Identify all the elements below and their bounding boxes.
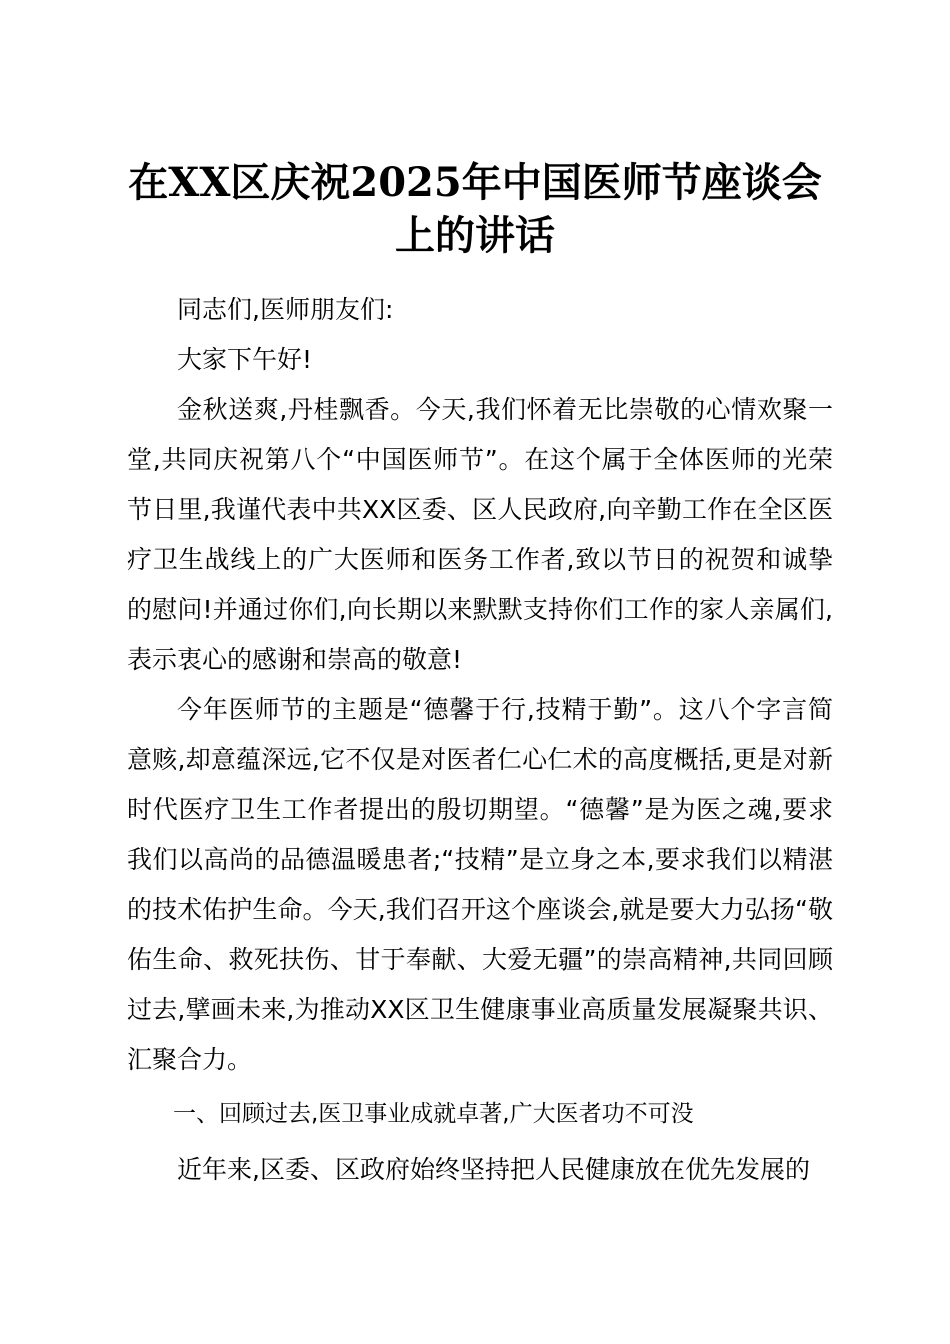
greeting: 大家下午好!: [177, 345, 313, 374]
paragraph-2: 今年医师节的主题是“德馨于行,技精于勤”。这八个字言简意赅,却意蕴深远,它不仅是对医者仁心仁术的高度概括,更是对新时代医疗卫生工作者提出的殷切期望。“德馨”是为医之魂,要求我们以高尚的品德温暖患者;“技精”是立身之本,要求我们以精湛的技术佑护生命。今天,我们召开这个座谈会,就是要大力弘扬“敬佑生命、救死扶伤、甘于奉献、大爱无疆”的崇高精神,共同回顾过去,擘画未来,为推动XX区卫生健康事业高质量发展凝聚共识、汇聚合力。: [127, 695, 833, 1074]
document-body: [127, 285, 833, 1195]
salutation: 同志们,医师朋友们:: [177, 295, 394, 324]
document-title: 在XX区庆祝2025年中国医师节座谈会上的讲话: [128, 159, 822, 259]
paragraph-1: 金秋送爽,丹桂飘香。今天,我们怀着无比崇敬的心情欢聚一堂,共同庆祝第八个“中国医师节”。在这个属于全体医师的光荣节日里,我谨代表中共XX区委、区人民政府,向辛勤工作在全区医疗卫生战线上的广大医师和医务工作者,致以节日的祝贺和诚挚的慰问!并通过你们,向长期以来默默支持你们工作的家人亲属们,表示衷心的感谢和崇高的敬意!: [127, 395, 833, 674]
section-heading: 一、回顾过去,医卫事业成就卓著,广大医者功不可没: [173, 1101, 694, 1127]
paragraph-3: 近年来,区委、区政府始终坚持把人民健康放在优先发展的: [177, 1155, 810, 1184]
